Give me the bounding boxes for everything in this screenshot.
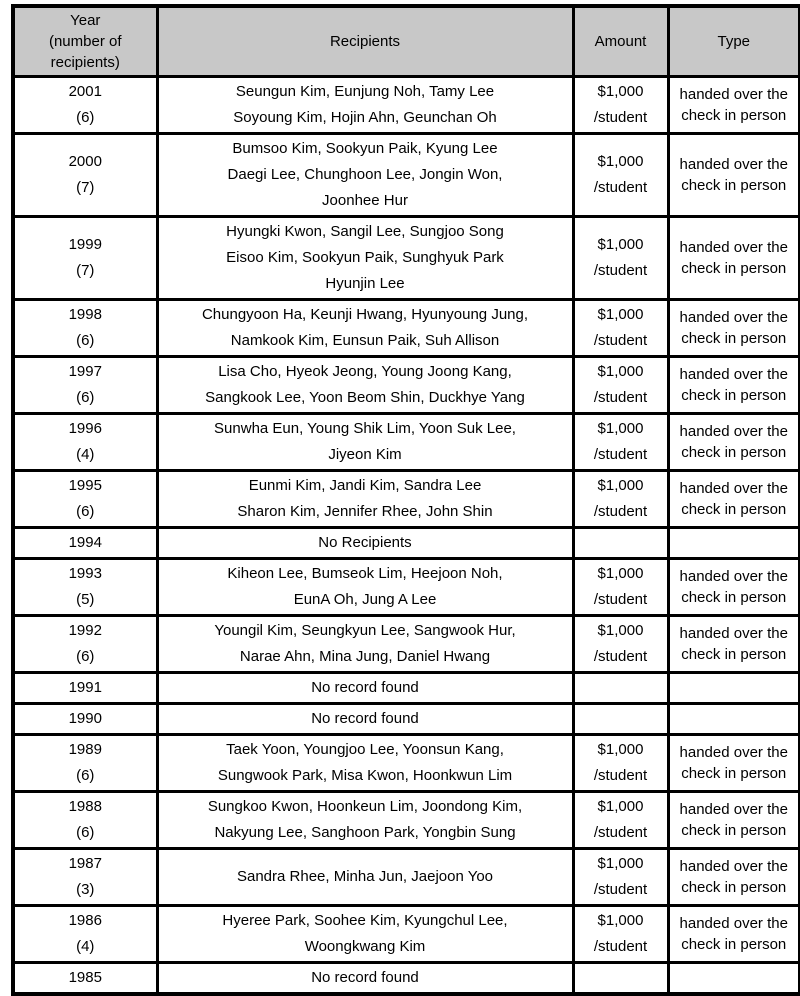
- recipients-cell: [157, 300, 573, 357]
- recipients-cell: [157, 704, 573, 735]
- year-line: (6): [76, 389, 95, 406]
- amount-line: /student: [593, 109, 648, 126]
- recipient-line: Eisoo Kim, Sookyun Paik, Sunghyuk Park: [226, 249, 504, 266]
- type-cell: [668, 217, 800, 300]
- year-line: (6): [76, 824, 95, 841]
- amount-line: /student: [593, 332, 648, 349]
- amount-cell: [573, 616, 668, 673]
- recipient-line: No record found: [311, 710, 419, 727]
- amount-cell: [573, 357, 668, 414]
- amount-line: $1,000: [597, 306, 644, 323]
- amount-line: /student: [593, 389, 648, 406]
- year-cell: [13, 704, 157, 735]
- type-cell: [668, 357, 800, 414]
- type-text: handed over the check in person: [679, 86, 788, 124]
- amount-line: /student: [593, 446, 648, 463]
- recipient-line: Narae Ahn, Mina Jung, Daniel Hwang: [239, 648, 491, 665]
- amount-cell: [573, 300, 668, 357]
- amount-line: /student: [593, 824, 648, 841]
- type-cell: [668, 471, 800, 528]
- recipient-line: Hyeree Park, Soohee Kim, Kyungchul Lee,: [222, 912, 508, 929]
- header-row: [13, 6, 800, 77]
- type-text: handed over the check in person: [679, 480, 788, 518]
- header-year-title: Year: [70, 12, 101, 29]
- table-row: [13, 963, 800, 995]
- recipient-line: No record found: [311, 679, 419, 696]
- type-cell: [668, 300, 800, 357]
- table-row: [13, 300, 800, 357]
- year-cell: [13, 963, 157, 995]
- type-text: handed over the check in person: [679, 915, 788, 953]
- recipients-cell: [157, 735, 573, 792]
- recipient-line: Woongkwang Kim: [304, 938, 426, 955]
- year-line: (5): [76, 591, 95, 608]
- type-text: handed over the check in person: [679, 239, 788, 277]
- type-text: handed over the check in person: [679, 625, 788, 663]
- year-cell: [13, 471, 157, 528]
- amount-line: $1,000: [597, 855, 644, 872]
- type-text: handed over the check in person: [679, 156, 788, 194]
- header-year-subtitle: (number of recipients): [48, 33, 122, 71]
- year-cell: [13, 357, 157, 414]
- recipients-cell: [157, 906, 573, 963]
- year-line: (7): [76, 179, 95, 196]
- recipients-cell: [157, 849, 573, 906]
- amount-cell: [573, 414, 668, 471]
- year-cell: [13, 77, 157, 134]
- year-cell: [13, 849, 157, 906]
- amount-cell: [573, 134, 668, 217]
- table-row: [13, 849, 800, 906]
- recipient-line: Sungkoo Kwon, Hoonkeun Lim, Joondong Kim,: [207, 798, 523, 815]
- recipient-line: Sangkook Lee, Yoon Beom Shin, Duckhye Yang: [205, 389, 525, 406]
- year-line: 1991: [68, 679, 102, 696]
- recipient-line: Sandra Rhee, Minha Jun, Jaejoon Yoo: [236, 868, 494, 885]
- table-row: [13, 735, 800, 792]
- recipient-line: Sungwook Park, Misa Kwon, Hoonkwun Lim: [217, 767, 513, 784]
- table-row: [13, 217, 800, 300]
- recipient-line: Eunmi Kim, Jandi Kim, Sandra Lee: [248, 477, 482, 494]
- year-cell: [13, 414, 157, 471]
- type-text: handed over the check in person: [679, 309, 788, 347]
- year-line: 2000: [68, 153, 102, 170]
- amount-line: $1,000: [597, 477, 644, 494]
- amount-cell: [573, 735, 668, 792]
- amount-cell: [573, 77, 668, 134]
- type-cell: [668, 792, 800, 849]
- recipients-cell: [157, 673, 573, 704]
- year-line: 1986: [68, 912, 102, 929]
- recipient-line: Sharon Kim, Jennifer Rhee, John Shin: [237, 503, 493, 520]
- table-row: [13, 792, 800, 849]
- type-text: handed over the check in person: [679, 801, 788, 839]
- year-cell: [13, 559, 157, 616]
- amount-cell: [573, 673, 668, 704]
- table-row: [13, 616, 800, 673]
- amount-line: $1,000: [597, 153, 644, 170]
- type-text: handed over the check in person: [679, 744, 788, 782]
- amount-line: $1,000: [597, 798, 644, 815]
- header-recipients: Recipients: [157, 6, 573, 77]
- type-text: handed over the check in person: [679, 423, 788, 461]
- type-cell: [668, 906, 800, 963]
- year-line: 1988: [68, 798, 102, 815]
- type-cell: [668, 963, 800, 995]
- year-line: 1999: [68, 236, 102, 253]
- recipients-cell: [157, 357, 573, 414]
- amount-line: /student: [593, 648, 648, 665]
- table-row: [13, 77, 800, 134]
- recipient-line: Daegi Lee, Chunghoon Lee, Jongin Won,: [227, 166, 503, 183]
- recipient-line: Joonhee Hur: [322, 192, 408, 209]
- amount-cell: [573, 528, 668, 559]
- amount-line: /student: [593, 179, 648, 196]
- table-row: [13, 906, 800, 963]
- type-cell: [668, 77, 800, 134]
- amount-cell: [573, 906, 668, 963]
- recipient-line: Youngil Kim, Seungkyun Lee, Sangwook Hur,: [214, 622, 516, 639]
- year-line: (3): [76, 881, 95, 898]
- year-line: (6): [76, 767, 95, 784]
- recipient-line: Hyunjin Lee: [325, 275, 405, 292]
- year-line: (6): [76, 648, 95, 665]
- year-line: 1992: [68, 622, 102, 639]
- year-line: 1998: [68, 306, 102, 323]
- type-cell: [668, 704, 800, 735]
- year-line: (4): [76, 938, 95, 955]
- recipient-line: Sunwha Eun, Young Shik Lim, Yoon Suk Lee,: [214, 420, 516, 437]
- amount-line: /student: [593, 881, 648, 898]
- year-cell: [13, 792, 157, 849]
- recipients-cell: [157, 559, 573, 616]
- recipients-cell: [157, 77, 573, 134]
- year-cell: [13, 906, 157, 963]
- type-cell: [668, 616, 800, 673]
- year-cell: [13, 673, 157, 704]
- year-line: 1989: [68, 741, 102, 758]
- table-row: [13, 414, 800, 471]
- type-cell: [668, 559, 800, 616]
- amount-cell: [573, 559, 668, 616]
- recipient-line: EunA Oh, Jung A Lee: [293, 591, 437, 608]
- recipient-line: No Recipients: [318, 534, 412, 551]
- header-amount: Amount: [573, 6, 668, 77]
- year-cell: [13, 616, 157, 673]
- amount-line: $1,000: [597, 565, 644, 582]
- amount-line: $1,000: [597, 83, 644, 100]
- amount-cell: [573, 217, 668, 300]
- year-line: 2001: [68, 83, 102, 100]
- amount-line: /student: [593, 503, 648, 520]
- amount-line: $1,000: [597, 236, 644, 253]
- year-line: (6): [76, 503, 95, 520]
- year-cell: [13, 134, 157, 217]
- year-line: (6): [76, 332, 95, 349]
- recipient-line: Seungun Kim, Eunjung Noh, Tamy Lee: [235, 83, 495, 100]
- amount-line: $1,000: [597, 741, 644, 758]
- amount-line: /student: [593, 591, 648, 608]
- header-year: [13, 6, 157, 77]
- recipient-line: Hyungki Kwon, Sangil Lee, Sungjoo Song: [226, 223, 504, 240]
- amount-line: $1,000: [597, 363, 644, 380]
- year-line: 1987: [68, 855, 102, 872]
- type-cell: [668, 414, 800, 471]
- year-line: (6): [76, 109, 95, 126]
- table-body: [13, 77, 800, 995]
- year-line: 1985: [68, 969, 102, 986]
- year-line: (7): [76, 262, 95, 279]
- recipients-cell: [157, 471, 573, 528]
- type-text: handed over the check in person: [679, 858, 788, 896]
- amount-line: /student: [593, 767, 648, 784]
- amount-cell: [573, 963, 668, 995]
- amount-line: $1,000: [597, 912, 644, 929]
- year-cell: [13, 217, 157, 300]
- recipient-line: Soyoung Kim, Hojin Ahn, Geunchan Oh: [233, 109, 497, 126]
- amount-cell: [573, 704, 668, 735]
- recipients-cell: [157, 963, 573, 995]
- type-cell: [668, 134, 800, 217]
- table-row: [13, 134, 800, 217]
- type-text: handed over the check in person: [679, 366, 788, 404]
- recipients-cell: [157, 217, 573, 300]
- amount-line: $1,000: [597, 622, 644, 639]
- recipient-line: Nakyung Lee, Sanghoon Park, Yongbin Sung: [214, 824, 516, 841]
- year-line: 1996: [68, 420, 102, 437]
- table-row: [13, 704, 800, 735]
- year-line: 1994: [68, 534, 102, 551]
- type-cell: [668, 849, 800, 906]
- table-row: [13, 528, 800, 559]
- recipient-line: Taek Yoon, Youngjoo Lee, Yoonsun Kang,: [226, 741, 504, 758]
- amount-line: /student: [593, 938, 648, 955]
- year-line: (4): [76, 446, 95, 463]
- amount-cell: [573, 471, 668, 528]
- amount-cell: [573, 849, 668, 906]
- recipients-cell: [157, 528, 573, 559]
- amount-line: /student: [593, 262, 648, 279]
- recipients-cell: [157, 792, 573, 849]
- recipients-cell: [157, 414, 573, 471]
- year-line: 1990: [68, 710, 102, 727]
- table-row: [13, 357, 800, 414]
- type-text: handed over the check in person: [679, 568, 788, 606]
- year-line: 1995: [68, 477, 102, 494]
- recipient-line: Chungyoon Ha, Keunji Hwang, Hyunyoung Jung,: [201, 306, 529, 323]
- year-cell: [13, 528, 157, 559]
- year-cell: [13, 735, 157, 792]
- amount-cell: [573, 792, 668, 849]
- table-row: [13, 559, 800, 616]
- recipient-line: Lisa Cho, Hyeok Jeong, Young Joong Kang,: [218, 363, 512, 380]
- recipient-line: No record found: [311, 969, 419, 986]
- year-line: 1993: [68, 565, 102, 582]
- amount-line: $1,000: [597, 420, 644, 437]
- year-cell: [13, 300, 157, 357]
- type-cell: [668, 735, 800, 792]
- type-cell: [668, 528, 800, 559]
- recipient-line: Jiyeon Kim: [328, 446, 402, 463]
- recipient-line: Namkook Kim, Eunsun Paik, Suh Allison: [230, 332, 500, 349]
- year-line: 1997: [68, 363, 102, 380]
- type-cell: [668, 673, 800, 704]
- recipient-line: Bumsoo Kim, Sookyun Paik, Kyung Lee: [232, 140, 498, 157]
- table-row: [13, 471, 800, 528]
- scholarship-recipients-table: [11, 4, 800, 996]
- recipients-cell: [157, 616, 573, 673]
- recipients-cell: [157, 134, 573, 217]
- header-type: Type: [668, 6, 800, 77]
- table-row: [13, 673, 800, 704]
- recipient-line: Kiheon Lee, Bumseok Lim, Heejoon Noh,: [227, 565, 503, 582]
